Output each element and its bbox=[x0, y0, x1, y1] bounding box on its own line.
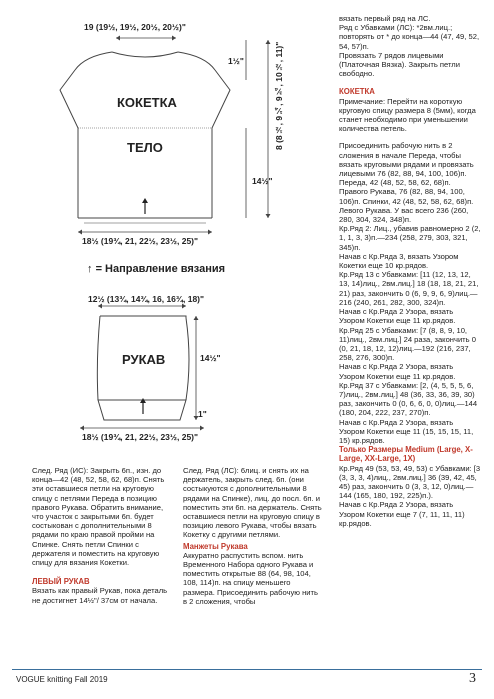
footer-rule bbox=[12, 669, 482, 670]
page-footer bbox=[12, 669, 482, 691]
yoke-label: КОКЕТКА bbox=[117, 95, 177, 110]
sizes-heading: Только Размеры Medium (Large, X-Large, XX-Large, 1X) bbox=[339, 445, 473, 464]
body-height-label: 14½" bbox=[252, 176, 273, 186]
sleeve-bottom-width-label: 18½ (19¾, 21, 22½, 23½, 25)" bbox=[82, 432, 199, 442]
col3-paragraph-4: Кр.Ряд 2: Лиц., убавив равномерно 2 (2, 1, 1, 3, 3)п.—234 (258, 279, 303, 321, 345)п. Начав с Кр.Ряда 3, вязать Узором Кокетки еще 10 кр.рядов. Кр.Ряд 13 с Убавками: [11 (12, 13, 12, 13, 14)лиц., 2вм.лиц.] 18 (18, 18, 21, 21, 21) раз, закончить 0 (6, 9, 9, 6, 9)лиц.—216 (240, 261, 282, 300, 324)п. Начав с Кр.Ряда 2 Узора, вязать Узором Кокетки еще 11 кр.рядов. Кр.Ряд 25 с Убавками: [7 (8, 8, 9, 10, 11)лиц., 2вм.лиц.] 24 раза, закончить 0 (0, 21, 18, 12, 12)лиц.—192 (216, 237, 258, 276, 300)п. Начав с Кр.Ряда 2 Узора, вязать Узором Кокетки еще 11 кр.рядов. Кр.Ряд 37 с Убавками: [2, (4, 5, 5, 5, 6, 7)лиц., 2вм.лиц.] 48 (36, 33, 36, 39, 30) раз, закончить 0 (0, 6, 6, 0, 0)лиц.—144 (180, 204, 222, 237, 270)п. Начав с Кр.Ряда 2 Узора, вязать Узором Кокетки еще 11 (15, 15, 15, 11, 15) кр.рядов. bbox=[339, 224, 481, 445]
col1-paragraph-2: Вязать как правый Рукав, пока деталь не достигнет 14½"/ 37см от начала. bbox=[32, 586, 168, 605]
footer-title: VOGUE knitting Fall 2019 bbox=[16, 675, 108, 684]
up-arrow-icon: ↑ bbox=[87, 263, 93, 275]
cuffs-heading: Манжеты Рукава bbox=[183, 541, 248, 551]
sleeve-height-label: 14½" bbox=[200, 353, 221, 363]
yoke-heading: КОКЕТКА bbox=[339, 87, 375, 97]
direction-text: = Направление вязания bbox=[95, 263, 226, 275]
column-2 bbox=[183, 466, 323, 606]
sleeve-label: РУКАВ bbox=[122, 352, 166, 367]
col3-paragraph-1: вязать первый ряд на ЛС. Ряд с Убавками (ЛС): *2вм.лиц.; повторять от * до конца—44 (47, 49, 52, 54, 57)п. Провязать 7 рядов лицевыми (Платочная Вязка). Закрыть петли свободно. bbox=[339, 14, 480, 79]
side-height-label: 8 (8½, 9¼, 9¾, 10½, 11)" bbox=[274, 41, 284, 150]
yoke-height-label: 1½" bbox=[228, 56, 244, 66]
col3-paragraph-5: Кр.Ряд 49 (53, 53, 49, 53) с Убавками: [3 (3, 3, 3, 4)лиц., 2вм.лиц.] 36 (39, 42, 45, 45) раз, закончить 0 (3, 3, 12, 0)лиц.—144 (165, 180, 192, 225)п.). Начав с Кр.Ряда 2 Узора, вязать Узором Кокетки еще 7 (7, 11, 11, 11) кр.рядов. bbox=[339, 463, 481, 528]
page-number: 3 bbox=[469, 671, 476, 686]
left-sleeve-heading: ЛЕВЫЙ РУКАВ bbox=[32, 577, 90, 587]
sleeve-top-width-label: 12½ (13¾, 14¾, 16, 16¾, 18)" bbox=[88, 294, 205, 304]
col1-paragraph-1: След. Ряд (ИС): Закрыть 6п., изн. до конца—42 (48, 52, 58, 62, 68)п. Снять эти оставшиеся петли на круговую спицу с петлями Переда в позицию правого Рукава. Обратить внимание, что участок с закрытыми 6п. будет состыкован с дополнительными 8 рядами по краю правой пройми на Спинке. Снять петли Спинки с держателя и поместить на круговую спицу для вязания Кокетки. bbox=[32, 466, 165, 568]
col3-paragraph-3: Присоединить рабочую нить в 2 сложения в начале Переда, чтобы вязать круговыми рядами и провязать лицевыми 76 (82, 88, 94, 100, 106)п. Переда, 42 (48, 52, 58, 62, 68)п. Правого Рукава, 76 (82, 88, 94, 100, 106)п. Спинки, 42 (48, 52, 58, 62, 68)п. Левого Рукава. У вас всего 236 (260, 280, 304, 324, 348)п. bbox=[339, 141, 474, 225]
top-width-label: 19 (19½, 19½, 20½, 20½)" bbox=[84, 22, 186, 32]
col2-paragraph-1: След. Ряд (ЛС): 6лиц. и снять их на держатель, закрыть след. 6п. (они состыкуются с дополнительными 8 рядами на Спинке), лиц. до посл. 6п. и поместить эти 6п. на держатель. Снять оставшиеся петли на круговую спицу в позицию левого Рукава, чтобы вязать Кокетку с другими петлями. bbox=[183, 466, 322, 540]
cuff-height-label: 1" bbox=[198, 409, 207, 419]
direction-legend bbox=[87, 263, 225, 275]
column-3 bbox=[339, 14, 481, 528]
body-label: ТЕЛО bbox=[127, 140, 163, 155]
column-1 bbox=[32, 466, 172, 605]
col2-paragraph-2: Аккуратно распустить вспом. нить Временного Набора одного Рукава и поместить открытые 88 (64, 98, 104, 108, 114)п. на спицу меньшего размера. Присоединить рабочую нить в 2 сложения, чтобы bbox=[183, 550, 318, 606]
bottom-width-label: 18½ (19¾, 21, 22½, 23½, 25)" bbox=[82, 236, 199, 246]
col3-note: Примечание: Перейти на короткую круговую спицу размера 8 (5мм), когда станет необходимо при уменьшении количества петель. bbox=[339, 96, 476, 134]
